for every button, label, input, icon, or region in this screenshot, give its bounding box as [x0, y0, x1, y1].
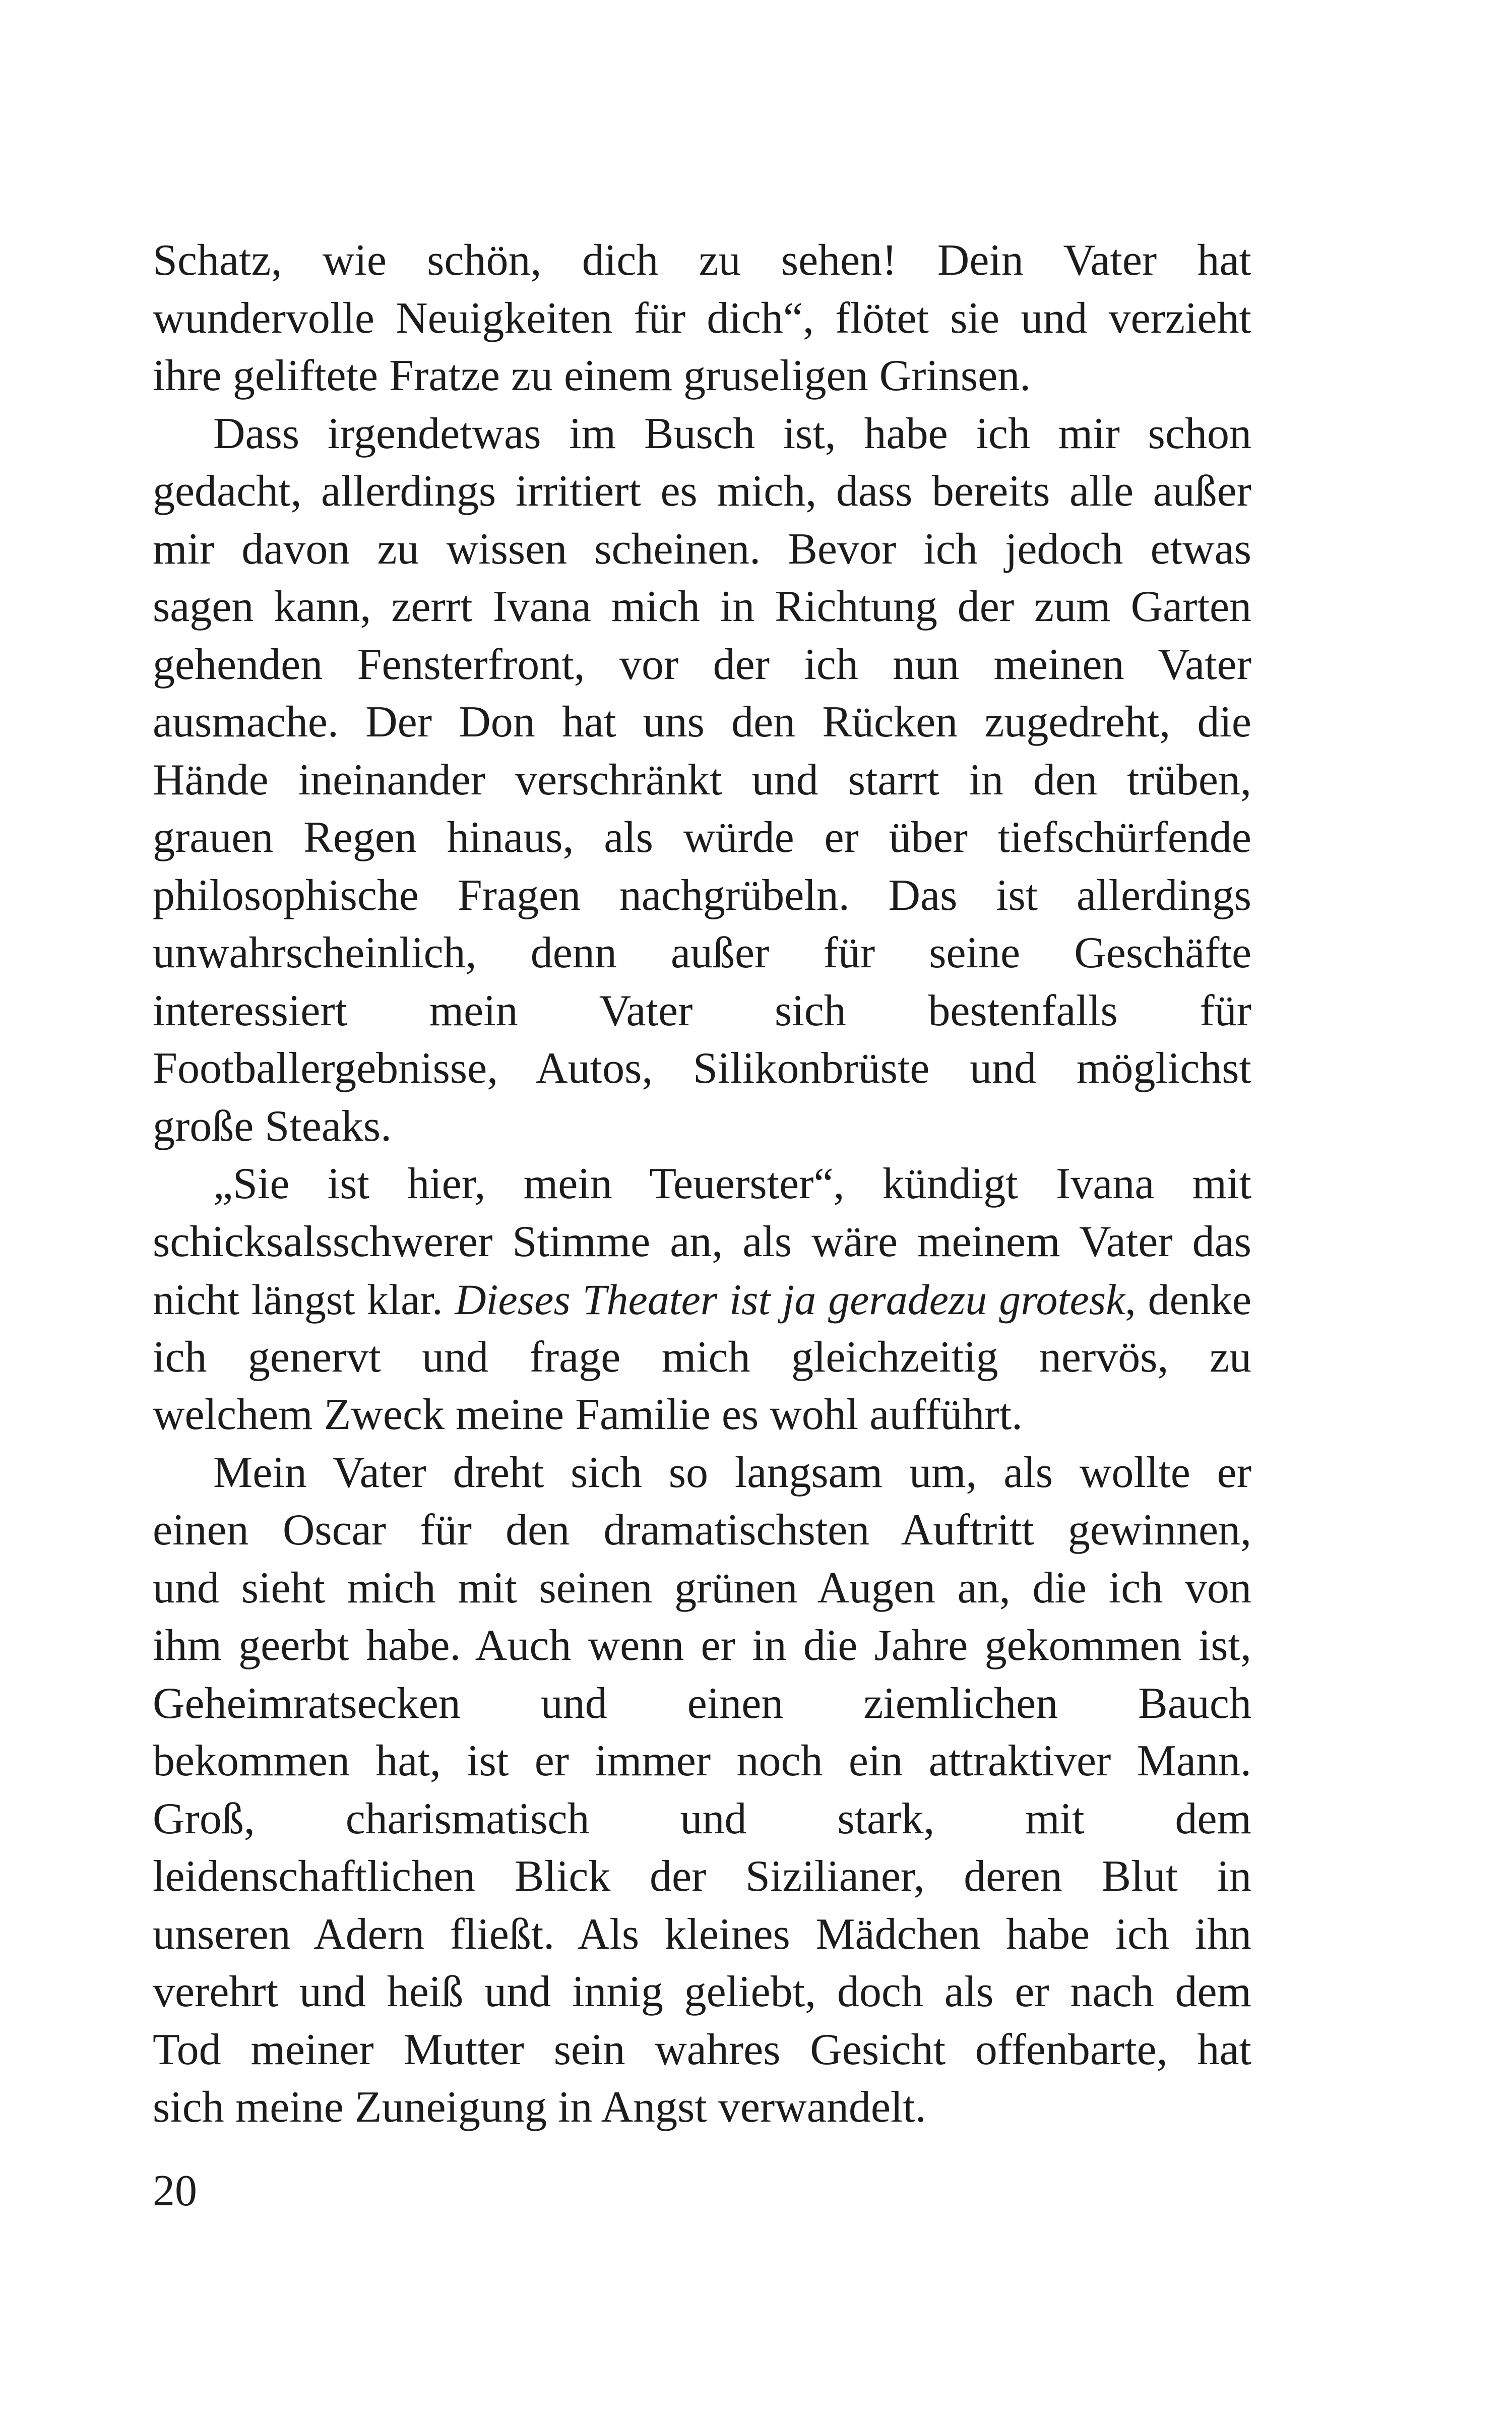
text-line: sagen kann, zerrt Ivana mich in Richtung der zum Garten: [153, 582, 1251, 631]
text-line: ihm geerbt habe. Auch wenn er in die Jahre gekommen ist,: [153, 1621, 1251, 1670]
text-line: Hände ineinander verschränkt und starrt in den trüben,: [153, 755, 1251, 804]
italic-thought: Dieses Theater ist ja geradezu grotesk: [455, 1275, 1125, 1324]
text-line: gehenden Fensterfront, vor der ich nun meinen Vater: [153, 640, 1251, 689]
text-line: grauen Regen hinaus, als würde er über tiefschürfende: [153, 813, 1251, 862]
text-line: Geheimratsecken und einen ziemlichen Bauch: [153, 1679, 1251, 1728]
text-line: Footballergebnisse, Autos, Silikonbrüste und möglichst: [153, 1044, 1251, 1093]
text-line: Schatz, wie schön, dich zu sehen! Dein Vater hat: [153, 236, 1251, 285]
text-segment: , denke: [1125, 1275, 1252, 1324]
text-line: [153, 1271, 1251, 1329]
text-line: einen Oscar für den dramatischsten Auftritt gewinnen,: [153, 1506, 1251, 1555]
page-number: 20: [153, 2166, 197, 2215]
text-segment: nicht längst klar.: [153, 1275, 455, 1324]
text-line: gedacht, allerdings irritiert es mich, dass bereits alle außer: [153, 467, 1251, 516]
text-line: mir davon zu wissen scheinen. Bevor ich jedoch etwas: [153, 524, 1251, 574]
text-line: ihre geliftete Fratze zu einem gruseligen Grinsen.: [153, 351, 1031, 400]
text-line: unwahrscheinlich, denn außer für seine Geschäfte: [153, 928, 1251, 977]
text-line: „Sie ist hier, mein Teuerster“, kündigt Ivana mit: [213, 1159, 1251, 1208]
text-line: sich meine Zuneigung in Angst verwandelt.: [153, 2083, 926, 2132]
text-line: Tod meiner Mutter sein wahres Gesicht offenbarte, hat: [153, 2025, 1251, 2074]
text-line: große Steaks.: [153, 1101, 392, 1151]
text-line: ich genervt und frage mich gleichzeitig nervös, zu: [153, 1332, 1251, 1382]
text-line: philosophische Fragen nachgrübeln. Das ist allerdings: [153, 871, 1251, 920]
text-line: welchem Zweck meine Familie es wohl aufführt.: [153, 1390, 1023, 1439]
body-text: [153, 232, 1251, 2137]
text-line: Groß, charismatisch und stark, mit dem: [153, 1794, 1251, 1843]
text-line: Dass irgendetwas im Busch ist, habe ich mir schon: [213, 409, 1251, 458]
text-line: bekommen hat, ist er immer noch ein attraktiver Mann.: [153, 1737, 1251, 1785]
text-line: und sieht mich mit seinen grünen Augen an, die ich von: [153, 1563, 1251, 1613]
text-line: Mein Vater dreht sich so langsam um, als wollte er: [213, 1448, 1251, 1497]
text-line: leidenschaftlichen Blick der Sizilianer, deren Blut in: [153, 1852, 1251, 1901]
text-line: interessiert mein Vater sich bestenfalls für: [153, 986, 1251, 1035]
text-line: verehrt und heiß und innig geliebt, doch als er nach dem: [153, 1967, 1251, 2016]
text-line: unseren Adern fließt. Als kleines Mädchen habe ich ihn: [153, 1909, 1251, 1959]
text-line: wundervolle Neuigkeiten für dich“, flötet sie und verzieht: [153, 293, 1251, 343]
text-line: schicksalsschwerer Stimme an, als wäre meinem Vater das: [153, 1217, 1251, 1266]
text-line: ausmache. Der Don hat uns den Rücken zugedreht, die: [153, 698, 1251, 747]
